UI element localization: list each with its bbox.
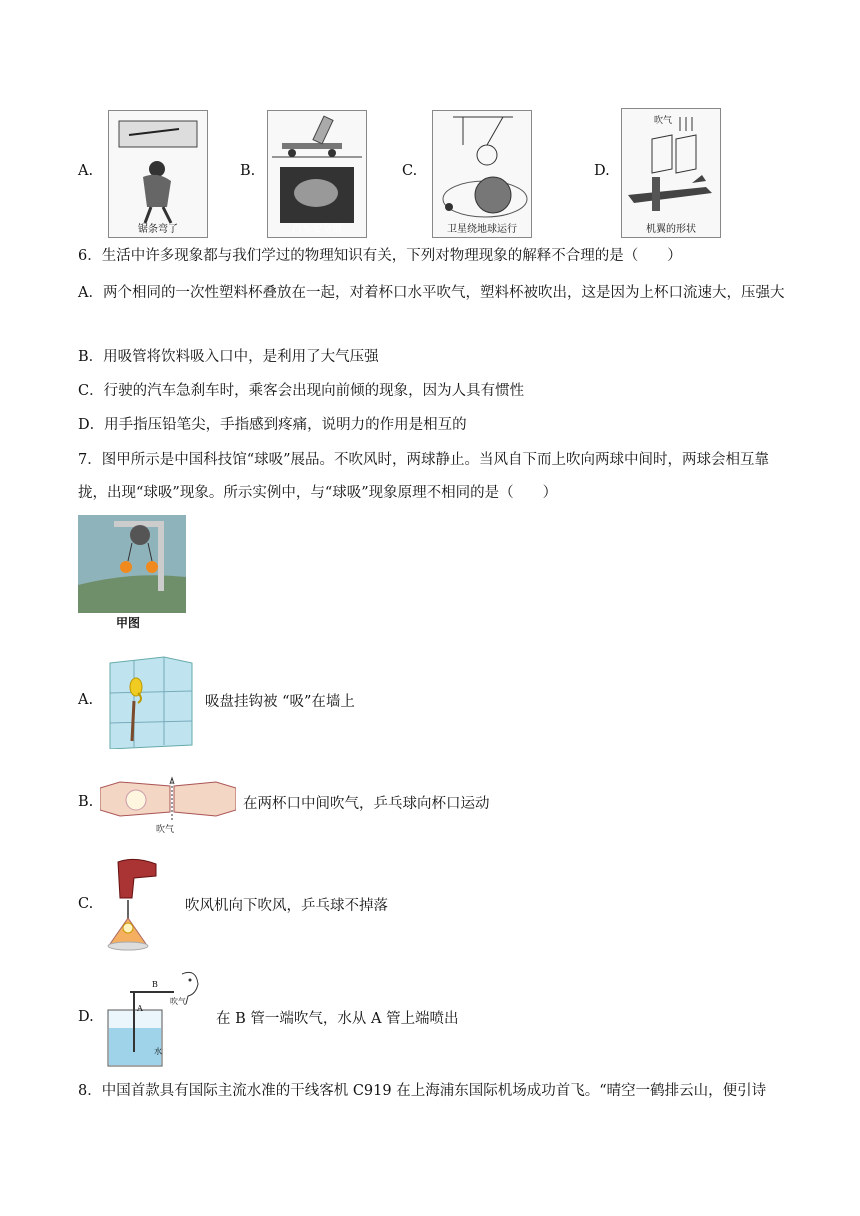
- q7-option-a-figure: [104, 653, 194, 749]
- q5-option-a-figure: [108, 110, 208, 238]
- hair-dryer-ball-funnel-illustration: [104, 856, 164, 952]
- q7-option-b-text: 在两杯口中间吹气，乒乓球向杯口运动: [243, 796, 490, 812]
- q7-option-b-figure: [100, 776, 236, 834]
- q5-option-b-label: B.: [240, 163, 256, 179]
- q5-option-d-figure: [621, 108, 721, 238]
- q7-option-a-label: A.: [78, 692, 94, 708]
- q7-option-b-label: B.: [78, 794, 94, 810]
- q7-option-c-figure: [104, 856, 164, 952]
- q7-option-d-water-label: 水: [154, 1047, 162, 1056]
- q6-option-a: A．两个相同的一次性塑料杯叠放在一起，对着杯口水平吹气，塑料杯被吹出，这是因为上杯口流速大，压强大: [78, 285, 785, 301]
- q7-option-a-text: 吸盘挂钩被 “吸”在墙上: [205, 694, 355, 710]
- q7-option-b-blow-label: 吹气: [156, 825, 175, 835]
- q5-option-d-blow-label: 吹气: [654, 116, 673, 126]
- wing-shape-illustration: [622, 109, 720, 237]
- q5-option-b-figure: [267, 110, 367, 238]
- q6-stem: 6．生活中许多现象都与我们学过的物理知识有关，下列对物理现象的解释不合理的是（ ）: [78, 248, 682, 264]
- q5-option-c-figure: [432, 110, 532, 238]
- q7-option-d-label: D.: [78, 1009, 94, 1025]
- q7-figure-jia: [78, 515, 186, 613]
- q7-option-c-label: C.: [78, 896, 94, 912]
- q7-stem: 7．图甲所示是中国科技馆“球吸”展品。不吹风时，两球静止。当风自下而上吹向两球中间时，两球会相互靠拢，出现“球吸”现象。所示实例中，与“球吸”现象原理不相同的是（ ）: [78, 452, 770, 501]
- ball-suction-exhibit-photo: [78, 515, 186, 613]
- suction-hook-on-wall-illustration: [104, 653, 194, 749]
- satellite-orbit-illustration: [433, 111, 531, 237]
- q6-option-c: C．行驶的汽车急刹车时，乘客会出现向前倾的现象，因为人具有惯性: [78, 383, 525, 399]
- q7-figure-jia-caption: 甲图: [116, 616, 141, 630]
- q8-stem: 8．中国首款具有国际主流水准的干线客机 C919 在上海浦东国际机场成功首飞。“晴空一鹤排云山，便引诗: [78, 1083, 767, 1099]
- q5-option-c-caption: 卫星绕地球运行: [447, 224, 517, 235]
- q6-option-b: B．用吸管将饮料吸入口中，是利用了大气压强: [78, 349, 379, 365]
- q7-option-d-figure: [104, 962, 204, 1068]
- q5-option-b-caption: 汽车安全带: [292, 224, 342, 235]
- q6-option-d: D．用手指压铅笔尖，手指感到疼痛，说明力的作用是相互的: [78, 417, 467, 433]
- q5-option-c-label: C.: [402, 163, 418, 179]
- q7-option-d-blow-label: 吹气: [170, 997, 186, 1006]
- two-cups-blow-illustration: [100, 776, 236, 822]
- q5-option-d-label: D.: [594, 163, 610, 179]
- q7-option-d-text: 在 B 管一端吹气，水从 A 管上端喷出: [216, 1011, 459, 1027]
- q7-option-d-tube-a-label: A: [137, 1004, 143, 1013]
- q7-option-c-text: 吹风机向下吹风，乒乓球不掉落: [185, 898, 388, 914]
- saw-bending-illustration: [109, 111, 207, 237]
- q5-option-a-caption: 锯条弯了: [138, 224, 178, 235]
- q5-option-a-label: A.: [78, 163, 94, 179]
- q5-option-d-caption: 机翼的形状: [646, 224, 696, 235]
- q7-option-d-tube-b-label: B: [152, 980, 158, 989]
- seatbelt-illustration: [268, 111, 366, 237]
